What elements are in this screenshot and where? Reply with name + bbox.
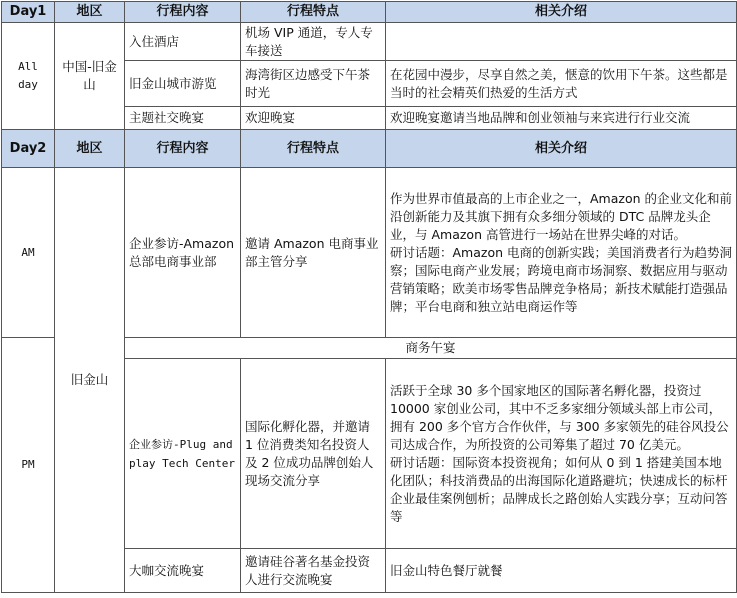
row-content: 主题社交晚宴 [125,107,241,130]
dinner-intro: 旧金山特色餐厅就餐 [386,549,737,593]
row-feature: 海湾街区边感受下午茶时光 [241,61,386,107]
header-feature: 行程特点 [241,130,386,168]
header-region: 地区 [55,2,125,23]
header-content: 行程内容 [125,2,241,23]
dinner-feature: 邀请硅谷著名基金投资人进行交流晚宴 [241,549,386,593]
header-content: 行程内容 [125,130,241,168]
pm-intro-topics: 研讨话题：国际资本投资视角；如何从 0 到 1 搭建美国本地化团队；科技消费品的出海国际化道路避坑；快速成长的标杆企业最佳案例刨析；品牌成长之路创始人实践分享；互动问答等 [390,454,728,524]
header-intro: 相关介绍 [386,2,737,23]
am-intro-company: 作为世界市值最高的上市企业之一，Amazon 的企业文化和前沿创新能力及其旗下拥有众多细分领域的 DTC 品牌龙头企业，与 Amazon 高管进行一场站在世界尖峰的对话。 [390,190,732,242]
row-content: 旧金山城市游览 [125,61,241,107]
pm-intro-company: 活跃于全球 30 多个国家地区的国际著名孵化器，投资过 10000 家创业公司，其中不乏多家细分领域头部上市公司，拥有 200 多个官方合作伙伴，与 300 多家领先的硅谷风投公司达成合作，为所投资的公司筹集了超过 70 亿美元。 [390,382,729,452]
day1-label: All day [2,23,55,130]
am-label: AM [2,168,55,338]
itinerary-table [1,1,737,593]
pm-content-text: 企业参访-Plug and play Tech Center [129,437,235,470]
day1-header-row [2,2,737,23]
row-feature: 欢迎晚宴 [241,107,386,130]
row-intro [386,23,737,61]
dinner-content: 大咖交流晚宴 [125,549,241,593]
header-day: Day1 [2,2,55,23]
am-intro [386,168,737,338]
day2-header-row [2,130,737,168]
pm-intro [386,359,737,549]
table-row [2,23,737,61]
am-intro-topics: 研讨话题：Amazon 电商的创新实践；美国消费者行为趋势洞察；国际电商产业发展；跨境电商市场洞察、数据应用与驱动营销策略；欧美市场零售品牌竞争格局；新技术赋能打造强品牌；平台电商和独立站电商运作等 [390,244,732,314]
am-feature: 邀请 Amazon 电商事业部主管分享 [241,168,386,338]
am-content: 企业参访-Amazon 总部电商事业部 [125,168,241,338]
day2-region: 旧金山 [55,168,125,593]
lunch-label: 商务午宴 [125,338,737,359]
row-intro: 在花园中漫步，尽享自然之美，惬意的饮用下午茶。这些都是当时的社会精英们热爱的生活方式 [386,61,737,107]
day1-region: 中国-旧金山 [55,23,125,130]
pm-content [125,359,241,549]
header-intro: 相关介绍 [386,130,737,168]
row-content: 入住酒店 [125,23,241,61]
header-region: 地区 [55,130,125,168]
pm-label: PM [2,338,55,593]
row-intro: 欢迎晚宴邀请当地品牌和创业领袖与来宾进行行业交流 [386,107,737,130]
am-row [2,168,737,338]
header-day: Day2 [2,130,55,168]
header-feature: 行程特点 [241,2,386,23]
pm-feature: 国际化孵化器，并邀请 1 位消费类知名投资人及 2 位成功品牌创始人现场交流分享 [241,359,386,549]
row-feature: 机场 VIP 通道，专人专车接送 [241,23,386,61]
